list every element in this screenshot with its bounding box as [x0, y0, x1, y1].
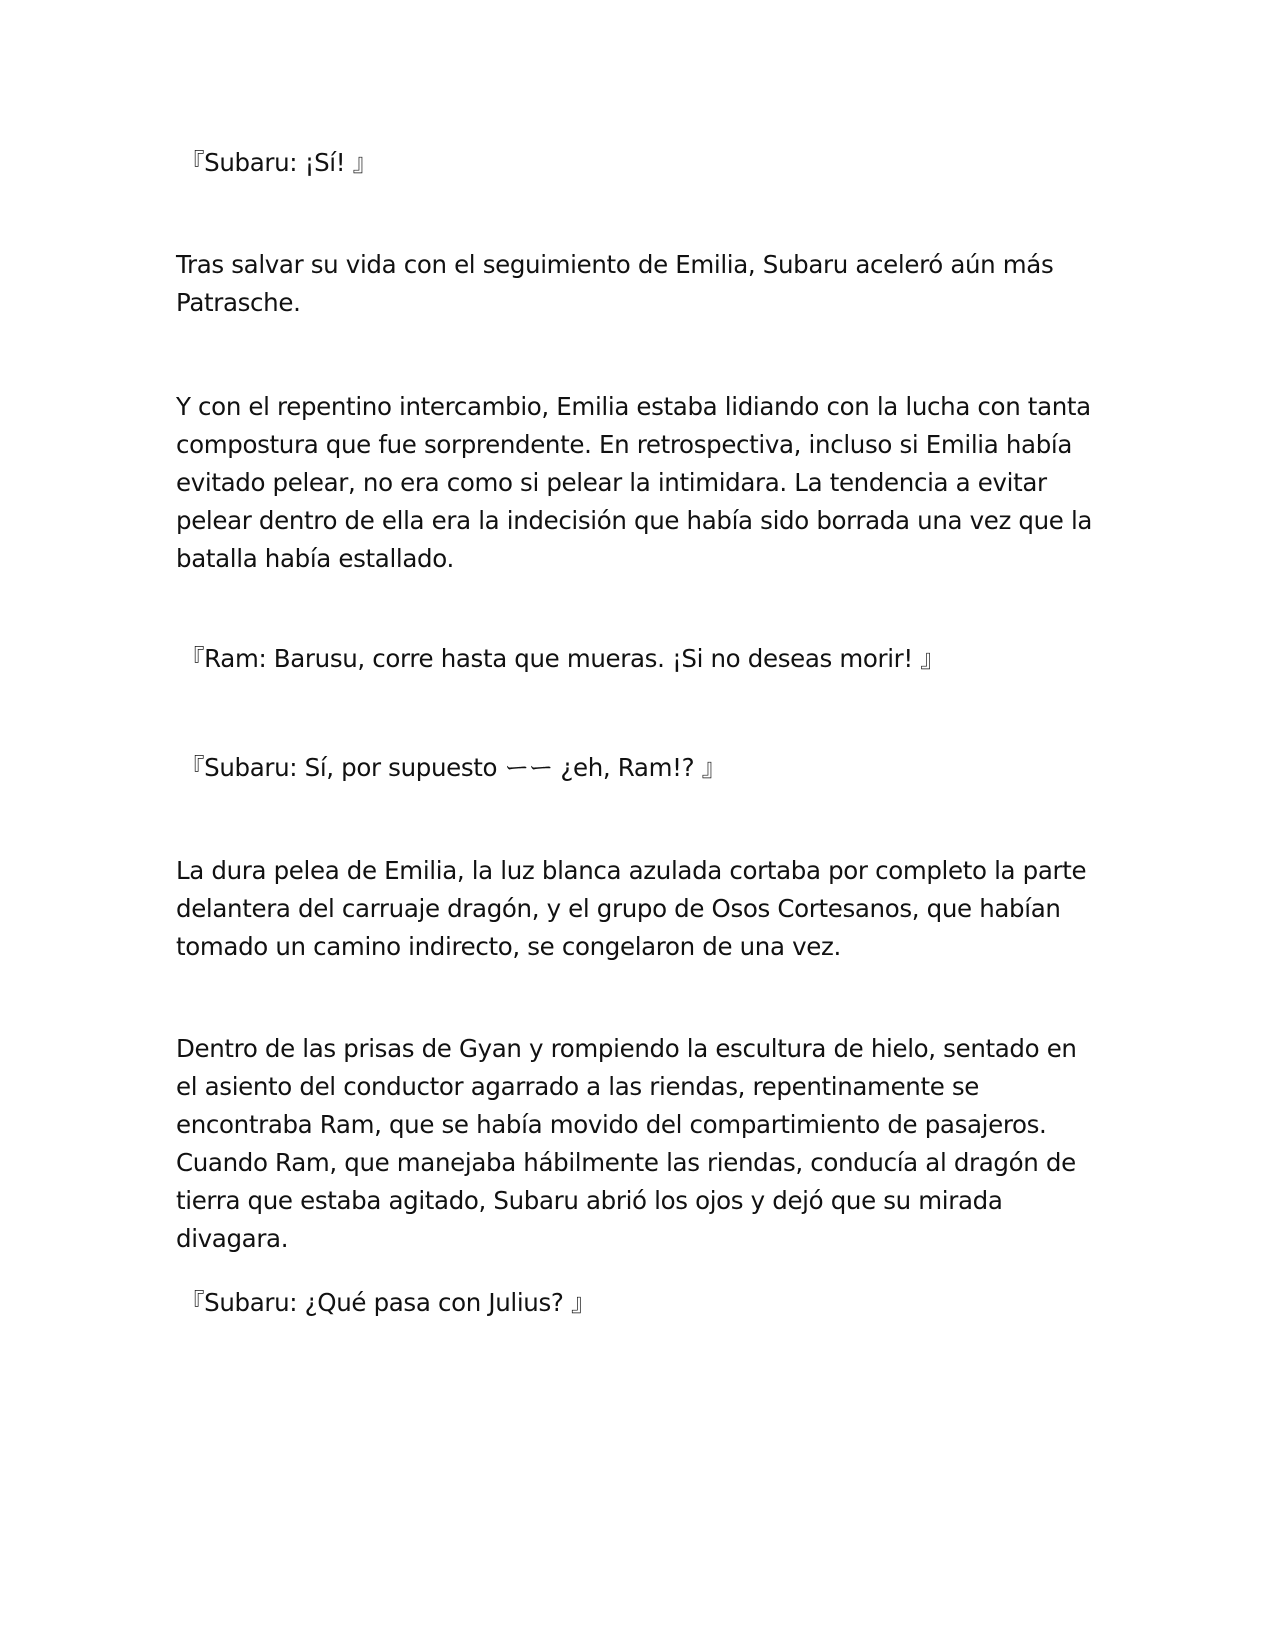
dialogue-line-subaru-eh-ram: 『Subaru: Sí, por supuesto ーー ¿eh, Ram!? 』	[180, 753, 726, 782]
dialogue-line-subaru-julius: 『Subaru: ¿Qué pasa con Julius? 』	[180, 1288, 596, 1317]
narration-paragraph-blue-white-light: La dura pelea de Emilia, la luz blanca azulada cortaba por completo la parte delantera del carruaje dragón, y el grupo de Osos Cortesanos, que habían tomado un camino indirecto, se congelaron de una vez.	[176, 856, 1087, 961]
narration-paragraph-ram-reins: Dentro de las prisas de Gyan y rompiendo la escultura de hielo, sentado en el asiento del conductor agarrado a las riendas, repentinamente se encontraba Ram, que se había movido del compartimiento de pasajeros. Cuando Ram, que manejaba hábilmente las riendas, conducía al dragón de tierra que estaba agitado, Subaru abrió los ojos y dejó que su mirada divagara.	[176, 1034, 1077, 1253]
narration-paragraph-emilia-fight: Y con el repentino intercambio, Emilia estaba lidiando con la lucha con tanta compostura que fue sorprendente. En retrospectiva, incluso si Emilia había evitado pelear, no era como si pelear la intimidara. La tendencia a evitar pelear dentro de ella era la indecisión que había sido borrada una vez que la batalla había estallado.	[176, 392, 1093, 573]
dialogue-line-ram-run: 『Ram: Barusu, corre hasta que mueras. ¡Si no deseas morir! 』	[180, 644, 945, 673]
dialogue-line-subaru-si: 『Subaru: ¡Sí! 』	[180, 148, 377, 177]
narration-paragraph-patrasche: Tras salvar su vida con el seguimiento de Emilia, Subaru aceleró aún más Patrasche.	[176, 250, 1054, 317]
